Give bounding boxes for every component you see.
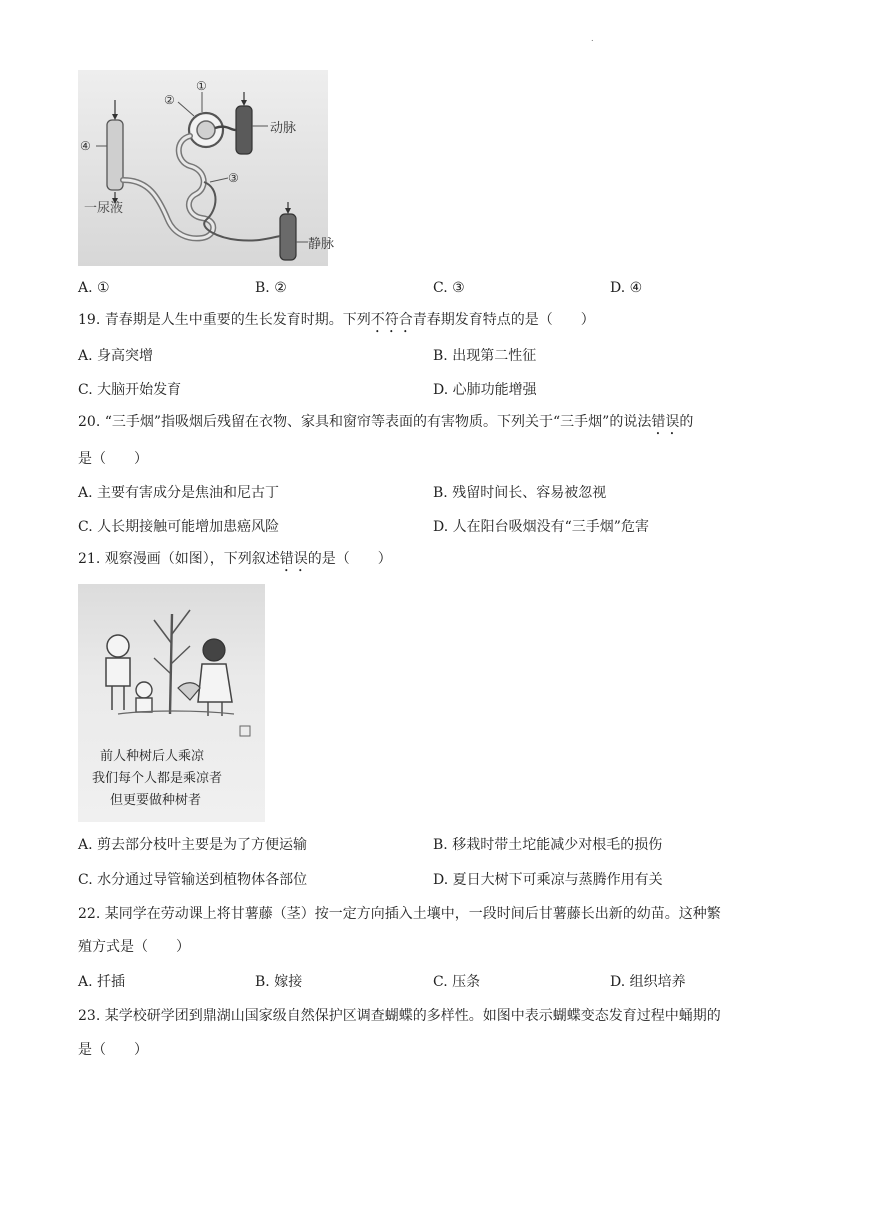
cartoon-caption-2: 我们每个人都是乘凉者 [92,771,223,786]
q23-stem-line2: 是（ ） [78,1042,148,1058]
q19-option-a: A. 身高突增 [78,348,154,364]
nephron-diagram [78,70,335,266]
q20-stem-emphasis: 错误 [651,414,680,430]
q21-stem [78,549,392,575]
tree-planting-cartoon [78,584,265,822]
q19-option-d: D. 心肺功能增强 [433,382,537,398]
q20-stem-line2: 是（ ） [78,451,148,467]
artery-label: 动脉 [270,121,297,136]
q20-option-a: A. 主要有害成分是焦油和尼古丁 [78,485,280,501]
q23-stem-line1: 23. 某学校研学团到鼎湖山国家级自然保护区调查蝴蝶的多样性。如图中表示蝴蝶变态发育过程中蛹期的 [78,1008,721,1024]
cartoon-caption-1: 前人种树后人乘凉 [100,749,205,764]
q20-option-d: D. 人在阳台吸烟没有“三手烟”危害 [433,519,649,535]
artery-tube-shape [236,106,252,154]
q20-option-c: C. 人长期接触可能增加患癌风险 [78,519,280,535]
q21-stem-emphasis: 错误 [279,551,308,567]
q22-stem-line1: 22. 某同学在劳动课上将甘薯藤（茎）按一定方向插入土壤中，一段时间后甘薯藤长出新的幼苗。这种繁 [78,906,721,922]
q22-option-c: C. 压条 [433,974,481,990]
q18-option-d: D. ④ [610,280,643,296]
q22-option-d: D. 组织培养 [610,974,686,990]
q20-stem [78,412,693,438]
label-1: ① [196,79,207,93]
q21-stem-pre: 21. 观察漫画（如图），下列叙述 [78,551,280,567]
q22-option-a: A. 扦插 [78,974,126,990]
q18-option-a: A. ① [78,280,110,296]
vein-tube-shape [280,214,296,260]
cartoon-caption-3: 但更要做种树者 [110,793,202,808]
q21-option-b: B. 移栽时带土坨能减少对根毛的损伤 [433,837,663,853]
q18-option-b: B. ② [255,280,287,296]
q21-option-c: C. 水分通过导管输送到植物体各部位 [78,872,308,888]
q19-stem-post: 青春期发育特点的是（ ） [412,312,595,328]
urine-label: 一尿液 [84,201,124,216]
q19-option-b: B. 出现第二性征 [433,348,537,364]
q22-option-b: B. 嫁接 [255,974,303,990]
q20-option-b: B. 残留时间长、容易被忽视 [433,485,607,501]
q19-stem [78,310,595,336]
q21-option-a: A. 剪去部分枝叶主要是为了方便运输 [78,837,308,853]
q21-stem-post: 的是（ ） [307,551,392,567]
q19-stem-pre: 19. 青春期是人生中重要的生长发育时期。下列 [78,312,371,328]
label-4: ④ [80,139,91,153]
q19-stem-emphasis: 不符合 [370,312,413,328]
q20-stem-pre: 20. “三手烟”指吸烟后残留在衣物、家具和窗帘等表面的有害物质。下列关于“三手烟”的说法 [78,414,652,430]
q22-stem-line2: 殖方式是（ ） [78,939,190,955]
q19-option-c: C. 大脑开始发育 [78,382,182,398]
header-mark: . [591,34,594,43]
q18-option-c: C. ③ [433,280,465,296]
vein-label: 静脉 [308,237,335,252]
label-2: ② [164,93,175,107]
q21-option-d: D. 夏日大树下可乘凉与蒸腾作用有关 [433,872,663,888]
q20-stem-post: 的 [679,414,694,430]
label-3: ③ [228,171,239,185]
